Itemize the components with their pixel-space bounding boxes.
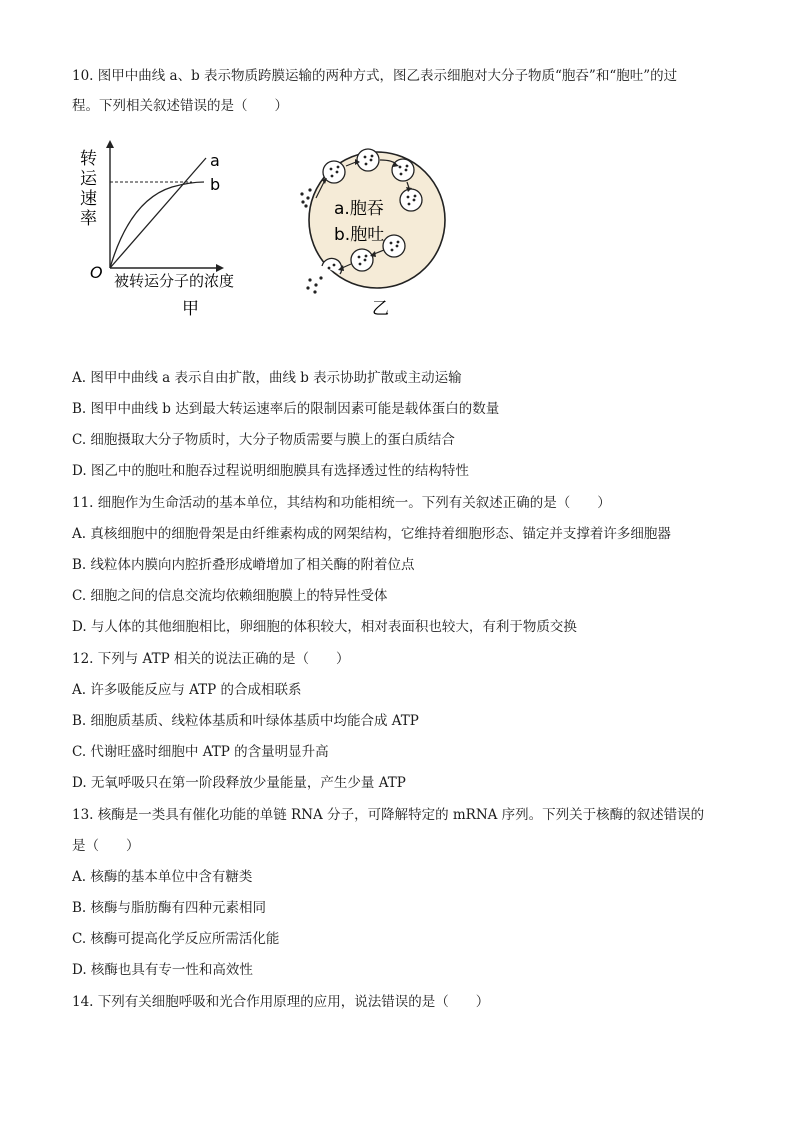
q10-stem-line2: 程。下列相关叙述错误的是（ ）	[72, 98, 288, 114]
caption-jia: 甲	[182, 299, 199, 319]
outside-particles-out	[306, 276, 322, 293]
vesicle-5	[383, 235, 405, 257]
q13-option-a: A. 核酶的基本单位中含有糖类	[72, 869, 253, 885]
q10-stem-line1: 10. 图甲中曲线 a、b 表示物质跨膜运输的两种方式，图乙表示细胞对大分子物质“胞吞”和“胞吐”的过	[72, 68, 678, 84]
curve-b	[110, 182, 204, 268]
y-label-char-1: 转	[80, 149, 97, 169]
label-endocytosis: a.胞吞	[334, 199, 384, 219]
label-exocytosis: b.胞吐	[334, 225, 385, 245]
y-label-char-4: 率	[80, 209, 97, 229]
q10-figure	[72, 138, 492, 328]
q11-option-c: C. 细胞之间的信息交流均依赖细胞膜上的特异性受体	[72, 588, 388, 604]
y-label-char-3: 速	[80, 189, 97, 209]
vesicle-3	[392, 159, 414, 181]
q11-option-b: B. 线粒体内膜向内腔折叠形成嵴增加了相关酶的附着位点	[72, 557, 415, 573]
curve-a-label: a	[210, 151, 220, 170]
q12-option-d: D. 无氧呼吸只在第一阶段释放少量能量，产生少量 ATP	[72, 775, 406, 791]
y-label-char-2: 运	[80, 169, 97, 189]
q11-option-d: D. 与人体的其他细胞相比，卵细胞的体积较大，相对表面积也较大，有利于物质交换	[72, 619, 577, 635]
q12-stem: 12. 下列与 ATP 相关的说法正确的是（ ）	[72, 651, 350, 667]
diagram-yi	[300, 149, 445, 319]
y-axis-arrow	[106, 140, 114, 148]
q10-option-b: B. 图甲中曲线 b 达到最大转运速率后的限制因素可能是载体蛋白的数量	[72, 401, 500, 417]
graph-jia	[80, 140, 234, 319]
x-axis-label: 被转运分子的浓度	[114, 272, 235, 290]
curve-a	[110, 158, 206, 268]
caption-yi: 乙	[372, 299, 389, 319]
q13-option-c: C. 核酶可提高化学反应所需活化能	[72, 931, 280, 947]
q10-option-c: C. 细胞摄取大分子物质时，大分子物质需要与膜上的蛋白质结合	[72, 432, 455, 448]
q10-option-a: A. 图甲中曲线 a 表示自由扩散，曲线 b 表示协助扩散或主动运输	[72, 370, 462, 386]
q12-option-b: B. 细胞质基质、线粒体基质和叶绿体基质中均能合成 ATP	[72, 713, 419, 729]
vesicle-4	[400, 189, 422, 211]
curve-b-label: b	[210, 175, 221, 194]
vesicle-6	[351, 249, 373, 271]
q13-stem-line2: 是（ ）	[72, 838, 140, 854]
q14-stem: 14. 下列有关细胞呼吸和光合作用原理的应用，说法错误的是（ ）	[72, 994, 490, 1010]
q12-option-c: C. 代谢旺盛时细胞中 ATP 的含量明显升高	[72, 744, 329, 760]
vesicle-2	[357, 149, 379, 171]
q11-stem: 11. 细胞作为生命活动的基本单位，其结构和功能相统一。下列有关叙述正确的是（ ）	[72, 495, 611, 511]
q10-figure-svg	[72, 138, 492, 328]
q10-option-d: D. 图乙中的胞吐和胞吞过程说明细胞膜具有选择透过性的结构特性	[72, 463, 469, 479]
q13-option-d: D. 核酶也具有专一性和高效性	[72, 962, 253, 978]
x-axis-arrow	[216, 264, 224, 272]
q13-option-b: B. 核酶与脂肪酶有四种元素相同	[72, 900, 267, 916]
q11-option-a: A. 真核细胞中的细胞骨架是由纤维素构成的网架结构，它维持着细胞形态、锚定并支撑着许多细胞器	[72, 526, 671, 542]
origin-label: O	[90, 263, 103, 282]
q12-option-a: A. 许多吸能反应与 ATP 的合成相联系	[72, 682, 302, 698]
q13-stem-line1: 13. 核酶是一类具有催化功能的单链 RNA 分子，可降解特定的 mRNA 序列。下列关于核酶的叙述错误的	[72, 807, 705, 823]
